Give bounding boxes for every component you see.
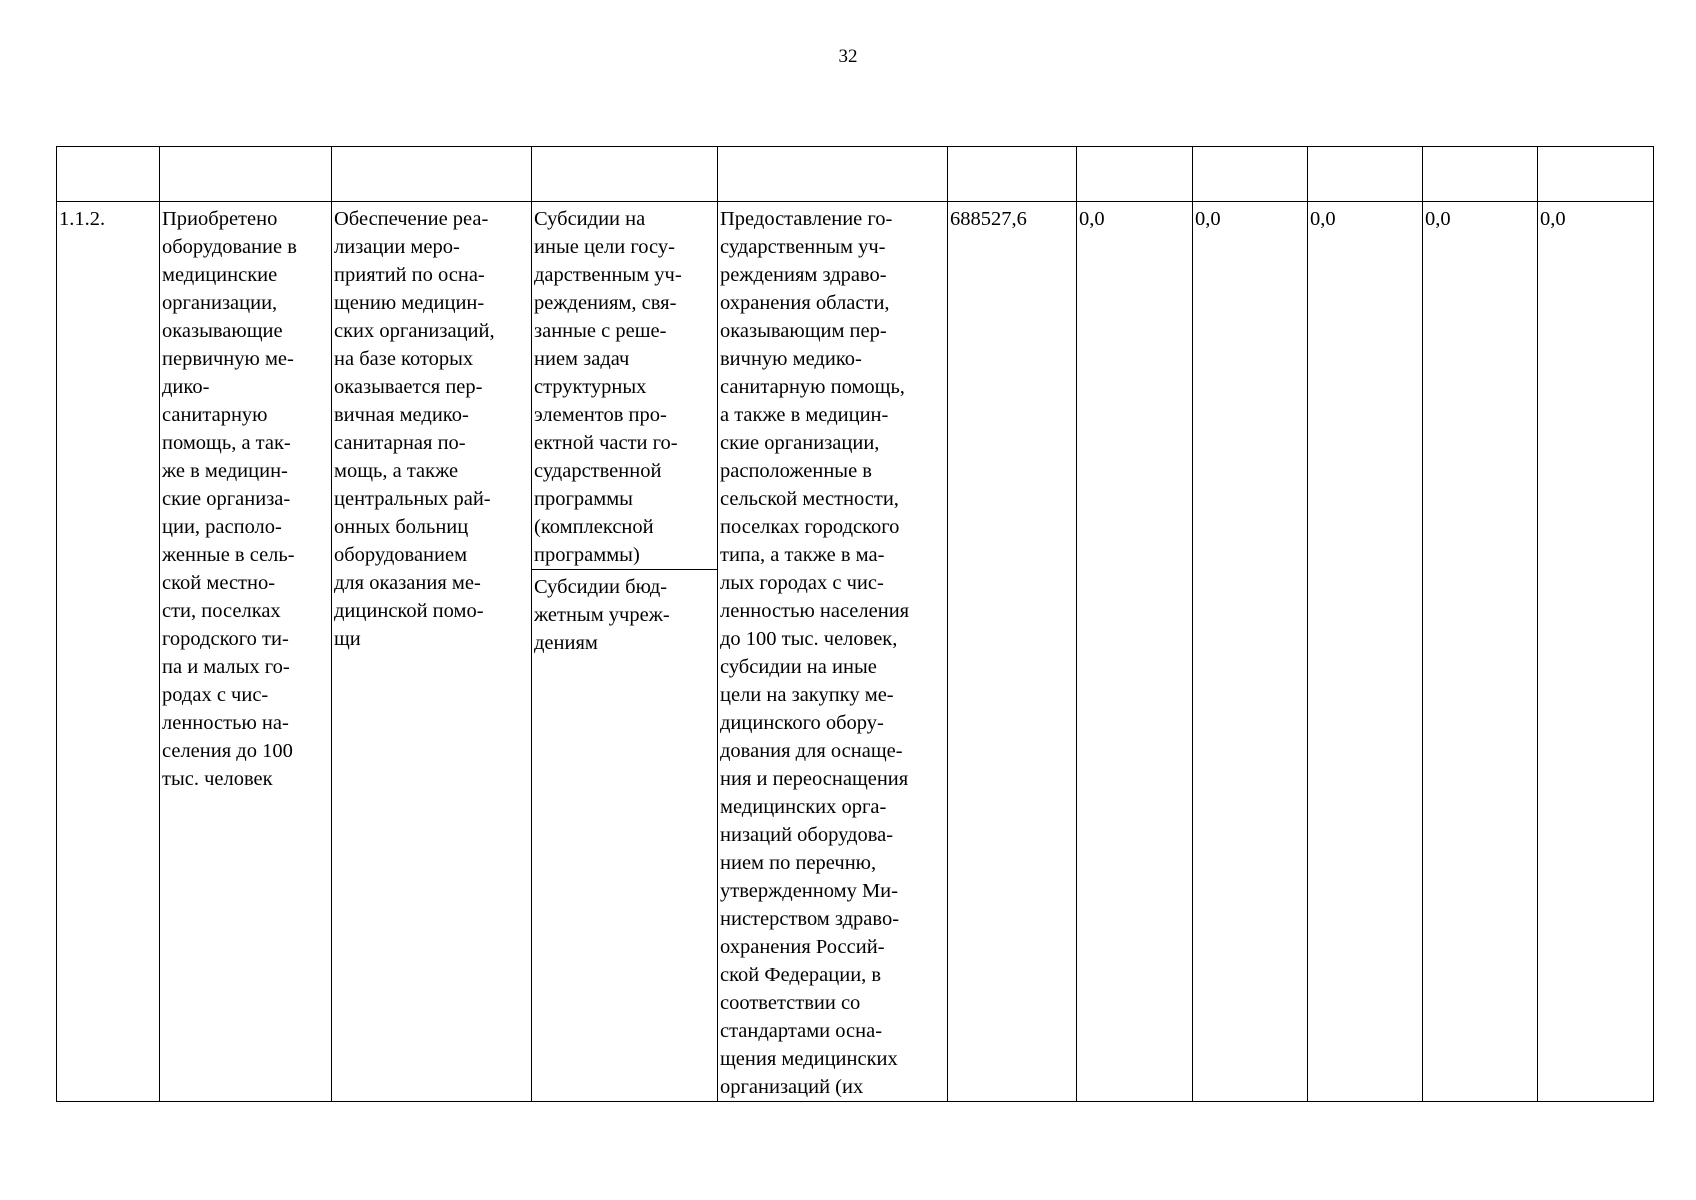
table-header-row xyxy=(57,147,1654,202)
cell-text-line: щения медицинских xyxy=(720,1048,898,1070)
cell-text-line: иные цели госу- xyxy=(534,236,675,258)
cell-text-line: первичную ме- xyxy=(162,348,294,370)
cell-text-line: онных больниц xyxy=(334,516,469,538)
cell-text-line: типа, а также в ма- xyxy=(720,544,885,566)
header-cell xyxy=(57,147,160,202)
cell-text-line: Субсидии на xyxy=(534,208,646,230)
cell-text-line: структурных xyxy=(534,376,647,398)
cell-text-line: субсидии на иные xyxy=(720,656,877,678)
cell-text-line: городского ти- xyxy=(162,628,289,650)
cell-text-line: санитарная по- xyxy=(334,432,466,454)
cell-text-line: сударственной xyxy=(534,460,662,482)
cell-text-line: ской Федерации, в xyxy=(720,964,882,986)
cell-text-line: сударственным уч- xyxy=(720,236,886,258)
amount-cell: 0,0 xyxy=(1077,202,1193,1102)
cell-text-line: же в медицин- xyxy=(162,460,288,482)
event-cell xyxy=(332,202,532,1102)
funding-type-cell xyxy=(532,202,718,1102)
amount-cell: 0,0 xyxy=(1308,202,1423,1102)
cell-text-line: Приобретено xyxy=(162,208,278,230)
cell-text-line: стандартами осна- xyxy=(720,1020,883,1042)
header-cell xyxy=(332,147,532,202)
cell-text-line: Субсидии бюд- xyxy=(534,576,668,598)
cell-text-line: до 100 тыс. человек, xyxy=(720,628,898,650)
header-cell xyxy=(718,147,948,202)
cell-text-line: лизации меро- xyxy=(334,236,460,258)
table-row xyxy=(57,202,1654,1102)
cell-text-line: а также в медицин- xyxy=(720,404,889,426)
cell-text-line: помощь, а так- xyxy=(162,432,291,454)
cell-text-line: щи xyxy=(334,628,361,650)
cell-text-line: дениям xyxy=(534,632,598,654)
cell-text-line: женные в сель- xyxy=(162,544,295,566)
header-cell xyxy=(948,147,1077,202)
cell-text-line: дицинской помо- xyxy=(334,600,484,622)
amount-cell: 0,0 xyxy=(1423,202,1538,1102)
page-number: 32 xyxy=(838,46,858,67)
cell-text-line: занные с реше- xyxy=(534,320,667,342)
amount-cell: 0,0 xyxy=(1538,202,1654,1102)
amount-cell: 688527,6 xyxy=(948,202,1077,1102)
cell-text-line: нием по перечню, xyxy=(720,852,877,874)
cell-text-line: медицинских орга- xyxy=(720,796,887,818)
cell-text-line: элементов про- xyxy=(534,404,667,426)
cell-text-line: для оказания ме- xyxy=(334,572,481,594)
cell-text-line: оборудованием xyxy=(334,544,468,566)
cell-text-line: на базе которых xyxy=(334,348,474,370)
cell-text-line: реждениям, свя- xyxy=(534,292,677,314)
cell-text-line: Предоставление го- xyxy=(720,208,893,230)
cell-text-line: родах с чис- xyxy=(162,684,269,706)
description-cell xyxy=(718,202,948,1102)
cell-text-line: охранения Россий- xyxy=(720,936,885,958)
header-cell xyxy=(1193,147,1308,202)
cell-text-line: жетным учреж- xyxy=(534,604,670,626)
cell-text-line: организаций (их xyxy=(720,1076,864,1098)
cell-text-line: нием задач xyxy=(534,348,630,370)
cell-text-line: па и малых го- xyxy=(162,656,290,678)
cell-text-line: организации, xyxy=(162,292,278,314)
cell-text-line: утвержденному Ми- xyxy=(720,880,898,902)
cell-text-line: низаций оборудова- xyxy=(720,824,894,846)
cell-text-line: дования для оснаще- xyxy=(720,740,903,762)
budget-table xyxy=(56,146,1654,1102)
header-cell xyxy=(1538,147,1654,202)
cell-text-line: оказывающие xyxy=(162,320,283,342)
cell-text-line: ские организа- xyxy=(162,488,291,510)
funding-type-bottom xyxy=(532,570,717,1101)
cell-text-line: программы xyxy=(534,488,633,510)
cell-text-line: сти, поселках xyxy=(162,600,281,622)
cell-text-line: ских организаций, xyxy=(334,320,495,342)
cell-text-line: приятий по осна- xyxy=(334,264,485,286)
cell-text-line: охранения области, xyxy=(720,292,890,314)
cell-text-line: программы) xyxy=(534,544,640,566)
cell-text-line: санитарную помощь, xyxy=(720,376,905,398)
cell-text-line: вичная медико- xyxy=(334,404,469,426)
cell-text-line: дицинского обору- xyxy=(720,712,884,734)
cell-text-line: вичную медико- xyxy=(720,348,862,370)
cell-text-line: селения до 100 xyxy=(162,740,293,762)
cell-text-line: соответствии со xyxy=(720,992,861,1014)
cell-text-line: ленностью населения xyxy=(720,600,910,622)
header-cell xyxy=(1308,147,1423,202)
cell-text-line: оказывающим пер- xyxy=(720,320,887,342)
cell-text-line: нистерством здраво- xyxy=(720,908,900,930)
header-cell xyxy=(160,147,332,202)
cell-text-line: ленностью на- xyxy=(162,712,289,734)
cell-text-line: ские организации, xyxy=(720,432,880,454)
cell-text-line: щению медицин- xyxy=(334,292,485,314)
cell-text-line: оказывается пер- xyxy=(334,376,483,398)
cell-text-line: расположенные в xyxy=(720,460,872,482)
cell-text-line: дико- xyxy=(162,376,210,398)
cell-text-line: ния и переоснащения xyxy=(720,768,909,790)
cell-text-line: Обеспечение реа- xyxy=(334,208,489,230)
header-cell xyxy=(1077,147,1193,202)
cell-text-line: дарственным уч- xyxy=(534,264,682,286)
row-number-cell: 1.1.2. xyxy=(57,202,160,1102)
amount-cell: 0,0 xyxy=(1193,202,1308,1102)
cell-text-line: центральных рай- xyxy=(334,488,491,510)
cell-text-line: мощь, а также xyxy=(334,460,459,482)
cell-text-line: санитарную xyxy=(162,404,268,426)
cell-text-line: лых городах с чис- xyxy=(720,572,884,594)
cell-text-line: сельской местности, xyxy=(720,488,899,510)
cell-text-line: ции, располо- xyxy=(162,516,282,538)
header-cell xyxy=(1423,147,1538,202)
cell-text-line: тыс. человек xyxy=(162,768,273,790)
cell-text-line: реждениям здраво- xyxy=(720,264,887,286)
funding-type-top xyxy=(532,202,717,570)
header-cell xyxy=(532,147,718,202)
cell-text-line: (комплексной xyxy=(534,516,654,538)
result-cell xyxy=(160,202,332,1102)
cell-text-line: оборудование в xyxy=(162,236,297,258)
cell-text-line: поселках городского xyxy=(720,516,900,538)
cell-text-line: ской местно- xyxy=(162,572,276,594)
cell-text-line: ектной части го- xyxy=(534,432,678,454)
cell-text-line: цели на закупку ме- xyxy=(720,684,894,706)
cell-text-line: медицинские xyxy=(162,264,278,286)
